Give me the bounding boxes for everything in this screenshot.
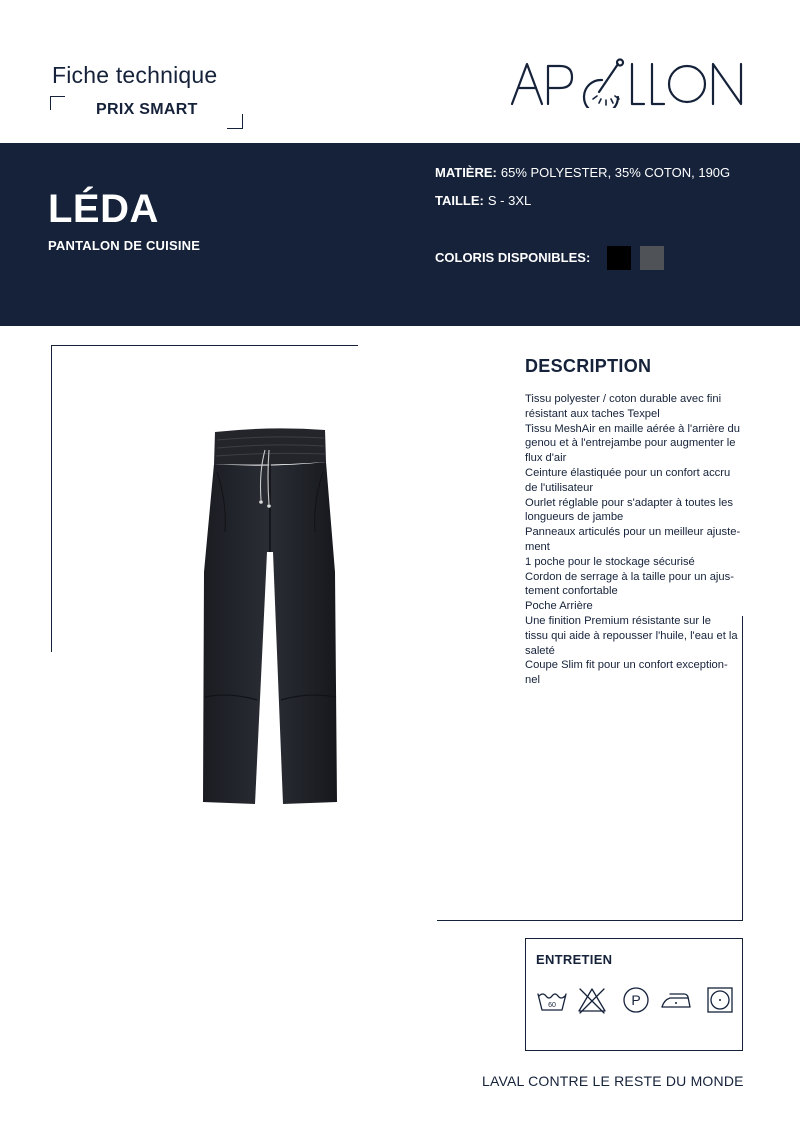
- footer-tagline: LAVAL CONTRE LE RESTE DU MONDE: [482, 1073, 744, 1089]
- description-line: longueurs de jambe: [525, 511, 624, 524]
- image-frame-left-line: [51, 345, 52, 652]
- color-swatch-black: [607, 246, 631, 270]
- spec-taille-label: TAILLE:: [435, 193, 484, 208]
- description-frame-bottom-line: [437, 920, 743, 921]
- description-line: Poche Arrière: [525, 600, 593, 613]
- care-title: ENTRETIEN: [536, 952, 613, 967]
- wash-temp-label: 60: [548, 1002, 556, 1009]
- spec-matiere-value: 65% POLYESTER, 35% COTON, 190G: [500, 165, 731, 180]
- description-line: tement confortable: [525, 585, 618, 598]
- description-frame-right-line: [742, 616, 743, 921]
- description-line: flux d'air: [525, 452, 567, 465]
- image-frame-top-line: [51, 345, 358, 346]
- description-line: Ceinture élastiquée pour un confort accru: [525, 466, 731, 479]
- description-line: saleté: [525, 644, 555, 657]
- price-tier-label: PRIX SMART: [96, 101, 198, 118]
- description-line: ment: [525, 540, 550, 553]
- product-banner: [0, 143, 800, 326]
- description-title: DESCRIPTION: [525, 356, 652, 376]
- spec-matiere-label: MATIÈRE:: [435, 165, 497, 180]
- description-line: Une finition Premium résistante sur le: [525, 614, 711, 627]
- apollon-logo: [510, 58, 746, 108]
- description-line: nel: [525, 674, 540, 687]
- description-line: tissu qui aide à repousser l'huile, l'eau et la: [525, 629, 738, 642]
- spec-coloris-label: COLORIS DISPONIBLES:: [435, 250, 591, 265]
- description-line: Tissu MeshAir en maille aérée à l'arrière du: [525, 422, 740, 435]
- dry-clean-letter: P: [631, 992, 641, 1008]
- spec-coloris: [435, 250, 590, 265]
- spec-taille: [435, 193, 531, 208]
- fiche-technique-title: Fiche technique: [52, 62, 218, 88]
- description-line: de l'utilisateur: [525, 481, 594, 494]
- product-name: LÉDA: [48, 187, 159, 231]
- description-line: Tissu polyester / coton durable avec fini: [525, 393, 722, 405]
- product-type: PANTALON DE CUISINE: [48, 238, 201, 253]
- spec-taille-value: S - 3XL: [487, 193, 532, 208]
- corner-bracket-bottom-right: [227, 114, 243, 129]
- description-list: [525, 392, 745, 688]
- description-line: genou et à l'entrejambe pour augmenter le: [525, 437, 736, 450]
- corner-bracket-top-left: [50, 96, 65, 110]
- description-line: Cordon de serrage à la taille pour un ajus-: [525, 570, 734, 583]
- no-bleach-icon: [576, 985, 608, 1015]
- description-line: résistant aux taches Texpel: [525, 407, 660, 420]
- description-line: Ourlet réglable pour s'adapter à toutes les: [525, 496, 733, 509]
- product-image-pants: [195, 422, 345, 807]
- tumble-dry-low-icon: [704, 985, 736, 1015]
- description-line: Panneaux articulés pour un meilleur ajuste-: [525, 526, 741, 539]
- description-line: 1 poche pour le stockage sécurisé: [525, 555, 695, 568]
- wash-60-icon: [536, 985, 568, 1015]
- care-box: [525, 938, 743, 1051]
- iron-low-icon: [660, 985, 692, 1015]
- dry-clean-p-icon: [620, 985, 652, 1015]
- spec-matiere: [435, 165, 730, 180]
- page-header: [0, 0, 800, 143]
- color-swatch-grey: [640, 246, 664, 270]
- description-line: Coupe Slim fit pour un confort exception-: [525, 659, 728, 672]
